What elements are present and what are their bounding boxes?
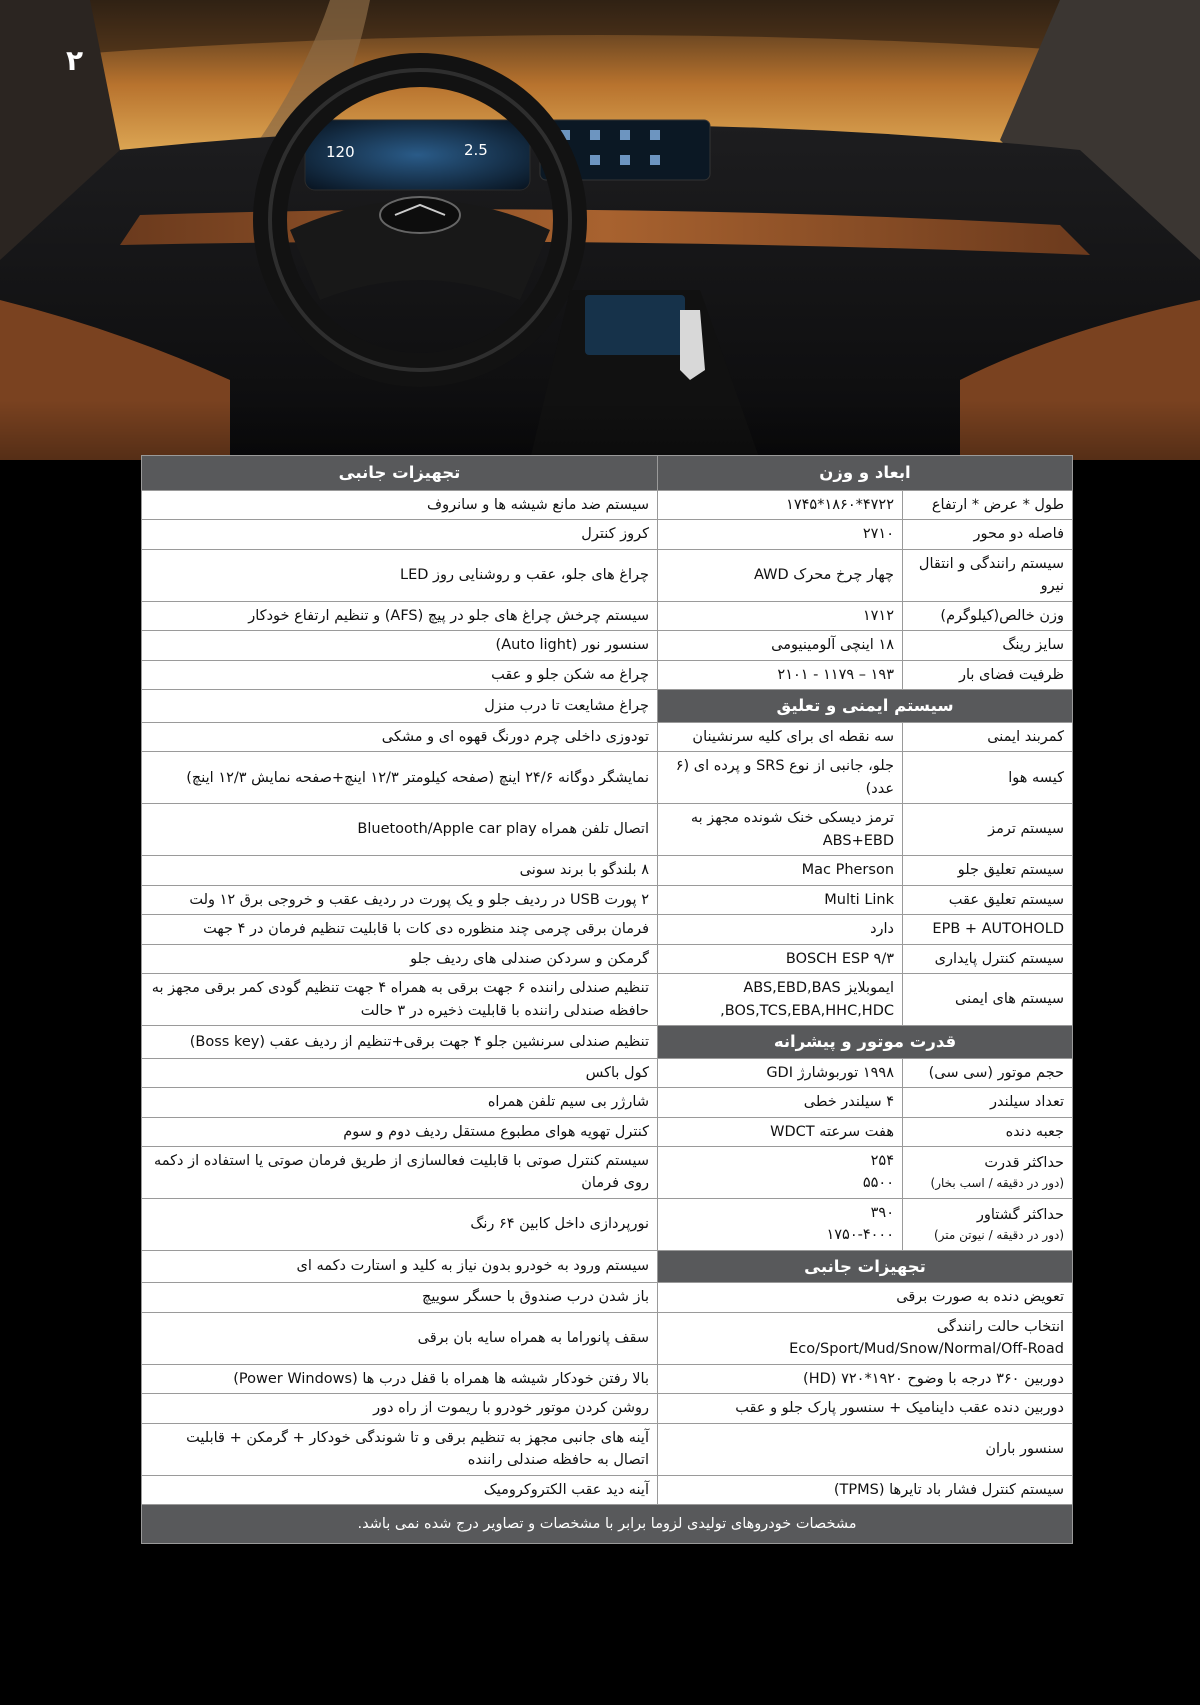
table-row bbox=[142, 885, 1073, 914]
spec-label-text: سیستم رانندگی و انتقال نیرو bbox=[918, 555, 1065, 595]
feature-cell: چراغ مه شکن جلو و عقب bbox=[142, 660, 658, 689]
spec-wide-cell bbox=[658, 1475, 1073, 1504]
table-row bbox=[142, 915, 1073, 944]
table-row bbox=[142, 1026, 1073, 1059]
spec-wide-text: انتخاب حالت رانندگی bbox=[936, 1318, 1065, 1335]
spec-label-text: کمربند ایمنی bbox=[987, 728, 1065, 745]
spec-value bbox=[658, 856, 903, 885]
spec-value-text: ۲۵۴ bbox=[870, 1152, 895, 1169]
accessories-header: تجهیزات جانبی bbox=[142, 456, 658, 491]
table-row bbox=[142, 1475, 1073, 1504]
feature-cell: فرمان برقی چرمی چند منظوره دی کات با قابلیت تنظیم فرمان در ۴ جهت bbox=[142, 915, 658, 944]
spec-value-text: ۱۹۳ – ۱۱۷۹ - ۲۱۰۱ bbox=[777, 666, 895, 683]
feature-cell: ۲ پورت USB در ردیف جلو و یک پورت در ردیف عقب و خروجی برق ۱۲ ولت bbox=[142, 885, 658, 914]
feature-cell: آینه دید عقب الکتروکرومیک bbox=[142, 1475, 658, 1504]
dimensions-header: ابعاد و وزن bbox=[658, 456, 1073, 491]
spec-label bbox=[903, 520, 1073, 549]
spec-wide-cell bbox=[658, 1394, 1073, 1423]
spec-value bbox=[658, 722, 903, 751]
spec-value bbox=[658, 1117, 903, 1146]
feature-cell: کنترل تهویه هوای مطبوع مستقل ردیف دوم و سوم bbox=[142, 1117, 658, 1146]
spec-value-text: دارد bbox=[870, 921, 895, 938]
feature-cell: تودوزی داخلی چرم دورنگ قهوه ای و مشکی bbox=[142, 722, 658, 751]
spec-label bbox=[903, 856, 1073, 885]
spec-wide-text: دوربین دنده عقب داینامیک + سنسور پارک جلو و عقب bbox=[735, 1400, 1065, 1417]
spec-label bbox=[903, 1117, 1073, 1146]
spec-label-text: جعبه دنده bbox=[1005, 1123, 1065, 1140]
spec-label-text: سیستم تعلیق جلو bbox=[957, 862, 1065, 879]
feature-cell: سیستم کنترل صوتی با قابلیت فعالسازی از طریق فرمان صوتی یا استفاده از دکمه روی فرمان bbox=[142, 1146, 658, 1198]
feature-cell: سقف پانوراما به همراه سایه بان برقی bbox=[142, 1312, 658, 1364]
spec-label-text: سیستم ترمز bbox=[988, 821, 1065, 838]
feature-cell: نورپردازی داخل کابین ۶۴ رنگ bbox=[142, 1198, 658, 1250]
table-row bbox=[142, 549, 1073, 601]
spec-label bbox=[903, 885, 1073, 914]
spec-label-text: طول * عرض * ارتفاع bbox=[931, 497, 1065, 513]
feature-cell: سیستم چرخش چراغ های جلو در پیچ (AFS) و تنظیم ارتفاع خودکار bbox=[142, 601, 658, 630]
table-row bbox=[142, 1394, 1073, 1423]
spec-value-text: چهار چرخ محرک AWD bbox=[754, 567, 895, 584]
spec-label-text: سایز رینگ bbox=[1002, 637, 1065, 654]
spec-value bbox=[658, 549, 903, 601]
table-row bbox=[142, 491, 1073, 520]
table-row bbox=[142, 601, 1073, 630]
spec-value-text: ایموبلایز ABS,EBD,BAS ,BOS,TCS,EBA,HHC,HDC bbox=[720, 980, 895, 1019]
footer-row bbox=[142, 1505, 1073, 1544]
feature-cell: سیستم ورود به خودرو بدون نیاز به کلید و استارت دکمه ای bbox=[142, 1250, 658, 1283]
feature-cell: اتصال تلفن همراه Bluetooth/Apple car play bbox=[142, 804, 658, 856]
table-row bbox=[142, 1146, 1073, 1198]
spec-label bbox=[903, 549, 1073, 601]
spec-value bbox=[658, 1198, 903, 1250]
spec-wide-text-2: Eco/Sport/Mud/Snow/Normal/Off-Road bbox=[789, 1341, 1065, 1358]
spec-label bbox=[903, 1146, 1073, 1198]
spec-value bbox=[658, 944, 903, 973]
spec-value-text: ۴۷۲۲*۱۸۶۰*۱۷۴۵ bbox=[786, 497, 895, 513]
spec-label-text: EPB + AUTOHOLD bbox=[932, 921, 1065, 938]
spec-value-text: ۴ سیلندر خطی bbox=[803, 1094, 895, 1111]
spec-label-text: کیسه هوا bbox=[1008, 769, 1065, 786]
spec-value-text: Mac Pherson bbox=[801, 862, 895, 879]
spec-value-text: ۱۹۹۸ توربوشارژ GDI bbox=[766, 1064, 895, 1081]
table-row bbox=[142, 1117, 1073, 1146]
feature-cell: سنسور نور (Auto light) bbox=[142, 631, 658, 660]
feature-cell: باز شدن درب صندوق با حسگر سوییچ bbox=[142, 1283, 658, 1312]
spec-wide-text: تعویض دنده به صورت برقی bbox=[896, 1289, 1065, 1306]
spec-value bbox=[658, 804, 903, 856]
spec-label-text: سیستم های ایمنی bbox=[954, 991, 1065, 1008]
spec-value bbox=[658, 601, 903, 630]
section-title: سیستم ایمنی و تعلیق bbox=[658, 690, 1073, 723]
cluster-value: 2.5 bbox=[464, 141, 488, 159]
spec-label bbox=[903, 752, 1073, 804]
spec-label bbox=[903, 491, 1073, 520]
spec-label-text: حداکثر گشتاور bbox=[976, 1206, 1065, 1223]
feature-cell: ۸ بلندگو با برند سونی bbox=[142, 856, 658, 885]
spec-value bbox=[658, 660, 903, 689]
spec-label-text: ظرفیت فضای بار bbox=[958, 666, 1065, 683]
feature-cell: نمایشگر دوگانه ۲۴/۶ اینچ (صفحه کیلومتر ۱۲/۳ اینچ+صفحه نمایش ۱۲/۳ اینچ) bbox=[142, 752, 658, 804]
spec-wide-text: سنسور باران bbox=[985, 1440, 1065, 1457]
spec-value bbox=[658, 915, 903, 944]
spec-sublabel: (دور در دقیقه / اسب بخار) bbox=[930, 1176, 1065, 1191]
table-row bbox=[142, 631, 1073, 660]
spec-value-text: Multi Link bbox=[824, 891, 895, 908]
table-row bbox=[142, 752, 1073, 804]
feature-cell: گرمکن و سردکن صندلی های ردیف جلو bbox=[142, 944, 658, 973]
spec-value bbox=[658, 1146, 903, 1198]
table-row bbox=[142, 804, 1073, 856]
footer-note: مشخصات خودروهای تولیدی لزوما برابر با مشخصات و تصاویر درج شده نمی باشد. bbox=[142, 1505, 1073, 1544]
spec-label bbox=[903, 1058, 1073, 1087]
spec-label-text: سیستم تعلیق عقب bbox=[948, 891, 1065, 908]
spec-value-text-2: ۵۵۰۰ bbox=[862, 1175, 895, 1192]
feature-cell: تنظیم صندلی سرنشین جلو ۴ جهت برقی+تنظیم از ردیف عقب (Boss key) bbox=[142, 1026, 658, 1059]
table-header bbox=[142, 456, 1073, 491]
spec-value-text: ۱۷۱۲ bbox=[862, 607, 895, 624]
spec-value-text: ترمز دیسکی خنک شونده مجهز به ABS+EBD bbox=[690, 810, 895, 849]
feature-cell: بالا رفتن خودکار شیشه ها همراه با قفل درب ها (Power Windows) bbox=[142, 1364, 658, 1393]
table-row bbox=[142, 1198, 1073, 1250]
section-title: تجهیزات جانبی bbox=[658, 1250, 1073, 1283]
table-row bbox=[142, 944, 1073, 973]
spec-sublabel: (دور در دقیقه / نیوتن متر) bbox=[933, 1228, 1065, 1243]
spec-wide-text: سیستم کنترل فشار باد تایرها (TPMS) bbox=[833, 1481, 1065, 1498]
spec-value bbox=[658, 1058, 903, 1087]
spec-label bbox=[903, 722, 1073, 751]
feature-cell: تنظیم صندلی راننده ۶ جهت برقی به همراه ۴ جهت تنظیم گودی کمر برقی مجهز به حافظه صندلی راننده با قابلیت ذخیره در ۳ حالت bbox=[142, 974, 658, 1026]
feature-cell: چراغ مشایعت تا درب منزل bbox=[142, 690, 658, 723]
table-row bbox=[142, 1088, 1073, 1117]
spec-value-text: سه نقطه ای برای کلیه سرنشینان bbox=[692, 728, 895, 745]
table-row bbox=[142, 974, 1073, 1026]
spec-wide-text: دوربین ۳۶۰ درجه با وضوح ۱۹۲۰*۷۲۰ (HD) bbox=[803, 1370, 1065, 1387]
feature-cell: شارژر بی سیم تلفن همراه bbox=[142, 1088, 658, 1117]
table-row bbox=[142, 1250, 1073, 1283]
spec-value bbox=[658, 631, 903, 660]
spec-label-text: حداکثر قدرت bbox=[984, 1154, 1065, 1171]
table-row bbox=[142, 1423, 1073, 1475]
feature-cell: آینه های جانبی مجهز به تنظیم برقی و تا شوندگی خودکار + گرمکن + قابلیت اتصال به حافظه صندلی راننده bbox=[142, 1423, 658, 1475]
spec-wide-cell bbox=[658, 1423, 1073, 1475]
spec-label bbox=[903, 974, 1073, 1026]
table-row bbox=[142, 722, 1073, 751]
spec-wide-cell bbox=[658, 1364, 1073, 1393]
spec-value bbox=[658, 1088, 903, 1117]
spec-value-text: BOSCH ESP ۹/۳ bbox=[785, 950, 895, 967]
spec-label bbox=[903, 915, 1073, 944]
spec-label bbox=[903, 660, 1073, 689]
page-number: ۲ bbox=[66, 44, 84, 77]
table-row bbox=[142, 1058, 1073, 1087]
spec-label-text: حجم موتور (سی سی) bbox=[928, 1064, 1065, 1081]
spec-value-text: ۳۹۰ bbox=[870, 1204, 895, 1221]
table-row bbox=[142, 690, 1073, 723]
spec-table bbox=[141, 455, 1073, 1544]
spec-label bbox=[903, 1198, 1073, 1250]
spec-label-text: فاصله دو محور bbox=[973, 526, 1065, 543]
spec-value bbox=[658, 752, 903, 804]
spec-value-text: ۱۸ اینچی آلومینیومی bbox=[771, 637, 895, 654]
spec-value-text: هفت سرعته WDCT bbox=[770, 1123, 895, 1140]
feature-cell: کروز کنترل bbox=[142, 520, 658, 549]
spec-value bbox=[658, 885, 903, 914]
table-row bbox=[142, 1283, 1073, 1312]
feature-cell: کول باکس bbox=[142, 1058, 658, 1087]
table-row bbox=[142, 856, 1073, 885]
spec-value bbox=[658, 520, 903, 549]
spec-wide-cell bbox=[658, 1283, 1073, 1312]
spec-value bbox=[658, 974, 903, 1026]
spec-value bbox=[658, 491, 903, 520]
spec-value-text: ۲۷۱۰ bbox=[862, 526, 895, 543]
spec-label bbox=[903, 1088, 1073, 1117]
section-title: قدرت موتور و پیشرانه bbox=[658, 1026, 1073, 1059]
table-row bbox=[142, 520, 1073, 549]
spec-wide-cell bbox=[658, 1312, 1073, 1364]
cluster-speed: 120 bbox=[326, 143, 355, 161]
spec-label-text: وزن خالص(کیلوگرم) bbox=[940, 607, 1065, 624]
spec-value-text: جلو، جانبی از نوع SRS و پرده ای (۶ عدد) bbox=[675, 758, 895, 797]
table-row bbox=[142, 660, 1073, 689]
spec-label-text: تعداد سیلندر bbox=[989, 1094, 1065, 1111]
feature-cell: چراغ های جلو، عقب و روشنایی روز LED bbox=[142, 549, 658, 601]
feature-cell: روشن کردن موتور خودرو با ریموت از راه دور bbox=[142, 1394, 658, 1423]
spec-label bbox=[903, 631, 1073, 660]
spec-label bbox=[903, 804, 1073, 856]
spec-label-text: سیستم کنترل پایداری bbox=[934, 950, 1065, 967]
spec-label bbox=[903, 944, 1073, 973]
table-row bbox=[142, 1312, 1073, 1364]
spec-label bbox=[903, 601, 1073, 630]
spec-body bbox=[142, 491, 1073, 1505]
spec-value-text-2: ۱۷۵۰-۴۰۰۰ bbox=[826, 1227, 895, 1244]
feature-cell: سیستم ضد مانع شیشه ها و سانروف bbox=[142, 491, 658, 520]
table-row bbox=[142, 1364, 1073, 1393]
